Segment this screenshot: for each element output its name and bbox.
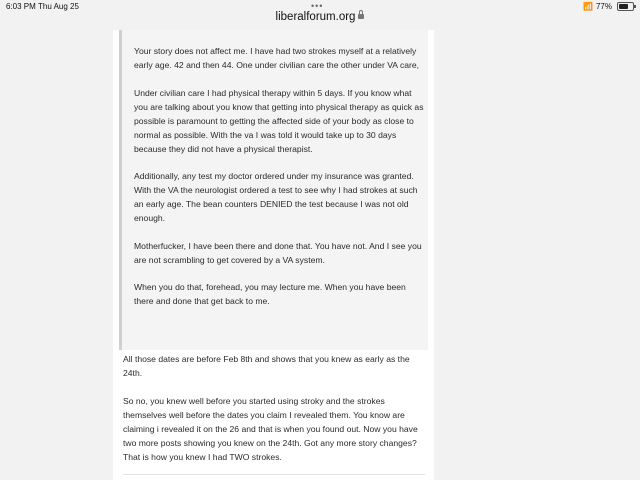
status-date: Thu Aug 25 (38, 2, 79, 11)
status-indicators (583, 2, 634, 11)
forum-page (113, 30, 434, 480)
post-paragraph-2: So no, you knew well before you started using stroky and the strokes themselves well before the dates you claim I revealed them. You know are claiming i revealed it on the 26 and that is when you found out. Now you have two more posts showing you knew on the 24th. Got any more story changes? That is how you knew I had TWO strokes. (123, 395, 418, 462)
quote-paragraph-2: Under civilian care I had physical therapy within 5 days. If you know what you are talking about you know that getting into physical therapy as quick as possible is paramount to getting the affected side of your body as close to normal as possible. With the va I was told it would take up to 30 days because they did not have a physical therapist. (134, 87, 424, 154)
quote-content (134, 44, 424, 322)
battery-fill (619, 4, 628, 9)
quote-paragraph-4: Motherfucker, I have been there and done that. You have not. And I see you are not scrambling to get covered by a VA system. (134, 240, 422, 265)
quote-paragraph-5: When you do that, forehead, you may lecture me. When you have been there and done that get back to me. (134, 282, 406, 306)
status-time: 6:03 PM (6, 2, 36, 11)
wifi-icon: 📶 (583, 2, 593, 11)
battery-icon (617, 2, 634, 11)
post-body (123, 352, 428, 477)
post-divider (123, 474, 425, 475)
quote-block (119, 30, 428, 350)
browser-menu-dots[interactable]: ••• (311, 1, 324, 11)
quote-paragraph-3: Additionally, any test my doctor ordered under my insurance was granted. With the VA the neurologist ordered a test to see why I had strokes at such an early age. The bean counters DENIED the test because I was not old enough. (134, 171, 418, 223)
post-paragraph-1: All those dates are before Feb 8th and shows that you knew as early as the 24th. (123, 354, 410, 378)
quote-paragraph-1: Your story does not affect me. I have had two strokes myself at a relatively early age. 42 and then 44. One under civilian care the other under VA care, (134, 46, 420, 70)
lock-icon (358, 14, 364, 19)
url-text: liberalforum.org (275, 11, 356, 23)
address-bar[interactable] (0, 11, 640, 23)
battery-percent: 77% (595, 2, 612, 11)
status-bar (0, 0, 640, 30)
